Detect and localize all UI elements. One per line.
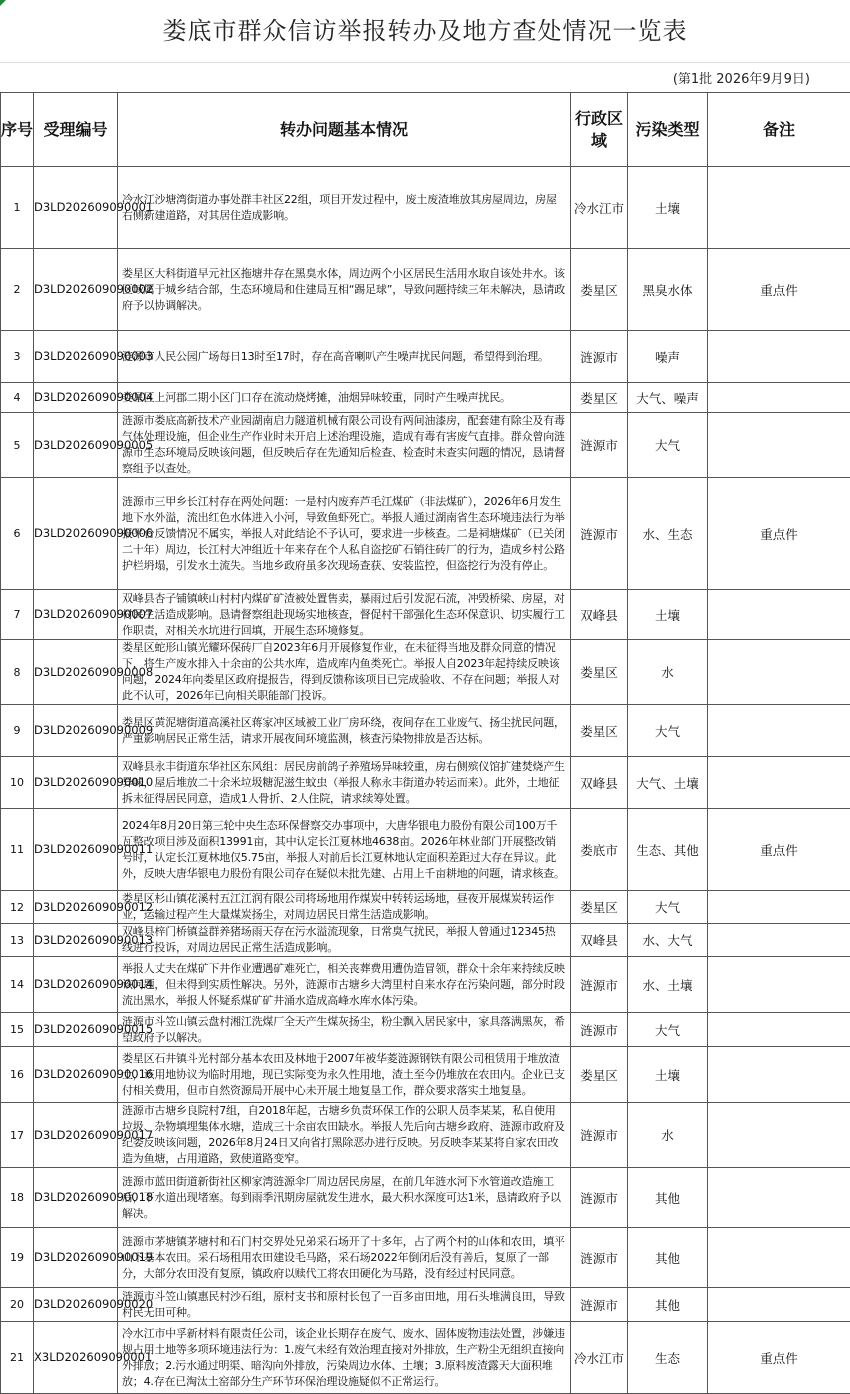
row-remark [708, 167, 850, 249]
row-id: D3LD202609090014 [34, 957, 118, 1013]
table-row [1, 1047, 850, 1103]
header-pollution-type: 污染类型 [628, 93, 708, 167]
table-row [1, 590, 850, 640]
row-remark [708, 590, 850, 640]
row-seq: 12 [1, 891, 34, 924]
row-seq: 1 [1, 167, 34, 249]
row-id: D3LD202609090006 [34, 478, 118, 590]
row-remark: 重点件 [708, 1322, 850, 1394]
table-row [1, 757, 850, 809]
table-row [1, 957, 850, 1013]
table-row [1, 383, 850, 413]
row-region: 涟源市 [571, 957, 628, 1013]
table-row [1, 1288, 850, 1322]
table-row [1, 1228, 850, 1288]
row-region: 涟源市 [571, 331, 628, 383]
row-id: D3LD202609090017 [34, 1103, 118, 1168]
row-description: 举报人丈夫在煤矿下井作业遭遇矿难死亡，相关丧葬费用遭伪造冒领，群众十余年来持续反映该问题，但未得到实质性解决。另外，涟源市古塘乡大湾里村自来水存在污染问题，部分时段流出黑水，举报人怀疑系煤矿矿井涌水造成高峰水库水体污染。 [118, 957, 571, 1013]
row-description: 娄星区上河郡二期小区门口存在流动烧烤摊，油烟异味较重，同时产生噪声扰民。 [118, 383, 571, 413]
row-region: 涟源市 [571, 1228, 628, 1288]
row-description: 娄星区蛇形山镇光耀环保砖厂自2023年6月开展修复作业，在未征得当地及群众同意的情况下，将生产废水排入十余亩的公共水库，造成库内鱼类死亡。举报人自2023年起持续反映该问题，2024年向娄星区政府提报告，得到反馈称该项目已完成验收、不存在问题；举报人对此不认可，2026年已向相关职能部门投诉。 [118, 640, 571, 705]
row-remark [708, 1103, 850, 1168]
row-region: 娄星区 [571, 891, 628, 924]
table-row [1, 809, 850, 891]
row-description: 娄星区黄泥塘街道高溪社区蒋家冲区域被工业厂房环绕，夜间存在工业废气、扬尘扰民问题，严重影响居民正常生活，请求开展夜间环境监测，核查污染物排放是否达标。 [118, 705, 571, 757]
row-remark [708, 757, 850, 809]
row-region: 娄星区 [571, 1047, 628, 1103]
table-row [1, 640, 850, 705]
table-row [1, 249, 850, 331]
row-pollution-type: 水 [628, 1103, 708, 1168]
row-pollution-type: 大气 [628, 413, 708, 478]
row-remark [708, 1228, 850, 1288]
row-pollution-type: 土壤 [628, 1047, 708, 1103]
row-pollution-type: 水、大气 [628, 924, 708, 957]
page-title: 娄底市群众信访举报转办及地方查处情况一览表 [0, 0, 850, 63]
row-pollution-type: 其他 [628, 1168, 708, 1228]
row-region: 娄底市 [571, 809, 628, 891]
row-seq: 3 [1, 331, 34, 383]
row-seq: 15 [1, 1013, 34, 1047]
row-seq: 7 [1, 590, 34, 640]
row-pollution-type: 噪声 [628, 331, 708, 383]
row-remark [708, 1047, 850, 1103]
row-description: 涟源市茅塘镇茅塘村和石门村交界处兄弟采石场开了十多年，占了两个村的山体和农田，填平山下基本农田。采石场租用农田建设毛马路，采石场2022年倒闭后没有善后，复原了一部分，大部分农田没有复原，镇政府以赎代工将农田硬化为马路，没有经过村民同意。 [118, 1228, 571, 1288]
row-id: D3LD202609090005 [34, 413, 118, 478]
row-remark: 重点件 [708, 249, 850, 331]
row-seq: 14 [1, 957, 34, 1013]
header-remark: 备注 [708, 93, 850, 167]
row-seq: 16 [1, 1047, 34, 1103]
row-remark: 重点件 [708, 478, 850, 590]
row-seq: 13 [1, 924, 34, 957]
row-region: 娄星区 [571, 640, 628, 705]
table-row [1, 924, 850, 957]
row-region: 冷水江市 [571, 1322, 628, 1394]
row-remark [708, 957, 850, 1013]
row-description: 涟源市人民公园广场每日13时至17时，存在高音喇叭产生噪声扰民问题，希望得到治理。 [118, 331, 571, 383]
row-description: 娄星区大科街道早元社区拖塘井存在黑臭水体，周边两个小区居民生活用水取自该处井水。该区域属于城乡结合部，生态环境局和住建局互相“踢足球”，导致问题持续三年未解决，恳请政府予以协调解决。 [118, 249, 571, 331]
table-row [1, 1322, 850, 1394]
row-pollution-type: 黑臭水体 [628, 249, 708, 331]
row-description: 涟源市三甲乡长江村存在两处问题：一是村内废弃芦毛江煤矿（非法煤矿），2026年6月发生地下水外溢，流出红色水体进入小河，导致鱼虾死亡。举报人通过湖南省生态环境违法行为举报平台反馈情况不属实，举报人对此结论不予认可，要求进一步核查。二是祠塘煤矿（已关闭二十年）周边，长江村大冲组近十年来存在个人私自盗挖矿石销往砖厂的行为，造成乡村公路护栏坍塌，引发水土流失。当地乡政府虽多次现场查获、安装监控，但盗挖行为没有停止。 [118, 478, 571, 590]
row-remark [708, 1013, 850, 1047]
table-row [1, 705, 850, 757]
row-seq: 19 [1, 1228, 34, 1288]
row-remark [708, 1168, 850, 1228]
row-pollution-type: 水、土壤 [628, 957, 708, 1013]
row-pollution-type: 水 [628, 640, 708, 705]
row-id: D3LD202609090012 [34, 891, 118, 924]
row-id: D3LD202609090003 [34, 331, 118, 383]
row-description: 2024年8月20日第三轮中央生态环保督察交办事项中，大唐华银电力股份有限公司100万千瓦整改项目涉及面积13991亩，其中认定长江夏林地4638亩。2026年林业部门开展整改销号时，认定长江夏林地仅5.75亩，举报人对前后长江夏林地认定面积差距过大存在异议。此外，反映大唐华银电力股份有限公司存在疑似未批先建、占用上千亩耕地的问题，请求核查。 [118, 809, 571, 891]
header-description: 转办问题基本情况 [118, 93, 571, 167]
row-region: 涟源市 [571, 413, 628, 478]
table-row [1, 1168, 850, 1228]
header-id: 受理编号 [34, 93, 118, 167]
row-remark [708, 331, 850, 383]
table-body [1, 167, 850, 1394]
row-id: D3LD202609090004 [34, 383, 118, 413]
row-id: X3LD202609090001 [34, 1322, 118, 1394]
row-region: 娄星区 [571, 383, 628, 413]
row-id: D3LD202609090009 [34, 705, 118, 757]
row-description: 双峰县梓门桥镇益群养猪场雨天存在污水溢流现象，日常臭气扰民，举报人曾通过12345热线进行投诉，对周边居民正常生活造成影响。 [118, 924, 571, 957]
row-pollution-type: 土壤 [628, 590, 708, 640]
header-region: 行政区域 [571, 93, 628, 167]
row-pollution-type: 水、生态 [628, 478, 708, 590]
row-description: 冷水江市中孚新材料有限责任公司，该企业长期存在废气、废水、固体废物违法处置，涉嫌违规占用土地等多项环境违法行为：1.废气未经有效治理直接对外排放，生产粉尘无组织直接向外排放；2.污水通过明渠、暗沟向外排放，污染周边水体、土壤；3.原料废渣露天大面积堆放；4.存在已淘汰土窑部分生产环节环保治理设施疑似不正常运行。 [118, 1322, 571, 1394]
row-id: D3LD202609090019 [34, 1228, 118, 1288]
row-pollution-type: 大气 [628, 891, 708, 924]
row-description: 娄星区杉山镇花溪村五江江润有限公司将场地用作煤炭中转转运场地，昼夜开展煤炭转运作业，运输过程产生大量煤炭扬尘，对周边居民日常生活造成影响。 [118, 891, 571, 924]
row-remark [708, 1288, 850, 1322]
row-id: D3LD202609090002 [34, 249, 118, 331]
row-description: 涟源市蓝田街道新街社区柳家湾涟源伞厂周边居民房屋，在前几年涟水河下水管道改造施工后，下水道出现堵塞。每到雨季汛期房屋就发生进水，最大积水深度可达1米，恳请政府予以解决。 [118, 1168, 571, 1228]
row-pollution-type: 生态、其他 [628, 809, 708, 891]
table-row [1, 478, 850, 590]
row-remark [708, 383, 850, 413]
row-id: D3LD202609090007 [34, 590, 118, 640]
row-description: 涟源市斗笠山镇惠民村沙石组，原村支书和原村长包了一百多亩田地，用石头堆满良田，导致村民无田可种。 [118, 1288, 571, 1322]
row-seq: 18 [1, 1168, 34, 1228]
row-region: 双峰县 [571, 590, 628, 640]
row-region: 娄星区 [571, 249, 628, 331]
row-id: D3LD202609090020 [34, 1288, 118, 1322]
row-region: 涟源市 [571, 1103, 628, 1168]
row-description: 双峰县杏子铺镇峡山村村内煤矿矿渣被处置售卖，暴雨过后引发泥石流，冲毁桥梁、房屋，对村民生活造成影响。恳请督察组赴现场实地核查，督促村干部强化生态环保意识、切实履行工作职责，对相关水坑进行回填，开展生态环境修复。 [118, 590, 571, 640]
batch-info: (第1批 2026年9月9日) [673, 68, 810, 87]
row-seq: 20 [1, 1288, 34, 1322]
row-region: 涟源市 [571, 1013, 628, 1047]
row-description: 双峰县永丰街道东华社区东风组：居民房前鸽子养殖场异味较重，房右侧殡仪馆扩建焚烧产生异味，屋后堆放二十余米垃圾糖泥滋生蚊虫（举报人称永丰街道办转运而来）。此外，土地征拆未征得居民同意，造成1人骨折、2人住院，请求续筹处置。 [118, 757, 571, 809]
row-description: 娄星区石井镇斗光村部分基本农田及林地于2007年被华菱涟源钢铁有限公司租赁用于堆放渣土，该用地协议为临时用地，现已实际变为永久性用地，渣土至今仍堆放在农田内。企业已支付相关费用，但市自然资源局开展中心未开展土地复垦工作，群众要求落实土地复垦。 [118, 1047, 571, 1103]
table-row [1, 331, 850, 383]
row-seq: 6 [1, 478, 34, 590]
complaint-table [0, 92, 850, 1394]
row-description: 冷水江沙塘湾街道办事处群丰社区22组，项目开发过程中，废土废渣堆放其房屋周边，房屋右侧新建道路，对其居住造成影响。 [118, 167, 571, 249]
row-id: D3LD202609090018 [34, 1168, 118, 1228]
row-remark [708, 705, 850, 757]
row-pollution-type: 大气、土壤 [628, 757, 708, 809]
row-region: 涟源市 [571, 1168, 628, 1228]
row-seq: 5 [1, 413, 34, 478]
row-remark [708, 640, 850, 705]
row-id: D3LD202609090008 [34, 640, 118, 705]
row-remark: 重点件 [708, 809, 850, 891]
row-id: D3LD202609090010 [34, 757, 118, 809]
row-region: 双峰县 [571, 757, 628, 809]
row-pollution-type: 其他 [628, 1288, 708, 1322]
row-seq: 4 [1, 383, 34, 413]
row-seq: 8 [1, 640, 34, 705]
row-description: 涟源市斗笠山镇云盘村湘江洗煤厂全天产生煤灰扬尘，粉尘飘入居民家中，家具落满黑灰，希望政府予以解决。 [118, 1013, 571, 1047]
table-row [1, 1013, 850, 1047]
row-remark [708, 924, 850, 957]
row-region: 双峰县 [571, 924, 628, 957]
row-region: 涟源市 [571, 478, 628, 590]
row-pollution-type: 大气 [628, 705, 708, 757]
table-row [1, 891, 850, 924]
table-row [1, 1103, 850, 1168]
row-seq: 10 [1, 757, 34, 809]
row-pollution-type: 大气、噪声 [628, 383, 708, 413]
header-seq: 序号 [1, 93, 34, 167]
row-region: 涟源市 [571, 1288, 628, 1322]
row-seq: 9 [1, 705, 34, 757]
row-pollution-type: 土壤 [628, 167, 708, 249]
row-pollution-type: 生态 [628, 1322, 708, 1394]
header-row [1, 93, 850, 167]
row-id: D3LD202609090001 [34, 167, 118, 249]
row-description: 涟源市娄底高新技术产业园湖南启力隧道机械有限公司设有两间油漆房，配套建有除尘及有毒气体处理设施，但企业生产作业时未开启上述治理设施，造成有毒有害废气直排。群众曾向涟源市生态环境局反映该问题，但反映后存在先通知后检查、检查时未查实问题的情况，恳请督察组予以查处。 [118, 413, 571, 478]
row-id: D3LD202609090013 [34, 924, 118, 957]
row-id: D3LD202609090016 [34, 1047, 118, 1103]
row-seq: 11 [1, 809, 34, 891]
row-id: D3LD202609090011 [34, 809, 118, 891]
row-seq: 21 [1, 1322, 34, 1394]
row-remark [708, 891, 850, 924]
row-pollution-type: 大气 [628, 1013, 708, 1047]
row-description: 涟源市古塘乡良院村7组，自2018年起，古塘乡负责环保工作的公职人员李某某，私自使用垃圾、杂物填埋集体水塘，造成三十余亩农田缺水。举报人先后向古塘乡政府、涟源市政府及纪委反映该问题，2026年8月24日又向省打黑除恶办进行反映。另反映李某某将自家农田改造为鱼塘，占用道路，致使道路变窄。 [118, 1103, 571, 1168]
row-seq: 2 [1, 249, 34, 331]
table-row [1, 413, 850, 478]
row-remark [708, 413, 850, 478]
row-region: 冷水江市 [571, 167, 628, 249]
row-pollution-type: 其他 [628, 1228, 708, 1288]
row-seq: 17 [1, 1103, 34, 1168]
row-id: D3LD202609090015 [34, 1013, 118, 1047]
table-row [1, 167, 850, 249]
row-region: 娄星区 [571, 705, 628, 757]
